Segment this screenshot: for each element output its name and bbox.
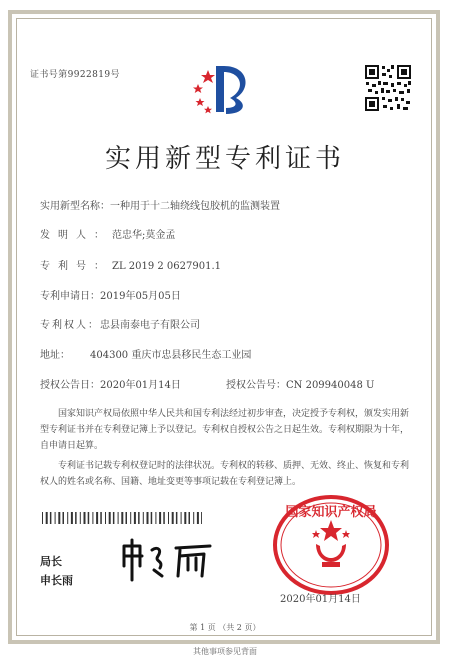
director-name: 申长雨	[40, 574, 73, 587]
patentee-label: 专利权人：	[40, 320, 100, 331]
seal-date: 2020年01月14日	[280, 594, 361, 605]
seal-text: 国家知识产权局	[285, 505, 377, 520]
qr-code-icon	[364, 64, 412, 112]
filing-date-value: 2019年05月05日	[100, 291, 181, 302]
inventor-value: 范忠华;莫金孟	[112, 230, 176, 241]
patentee-value: 忠县南泰电子有限公司	[100, 320, 200, 331]
name-label: 实用新型名称：	[40, 201, 110, 212]
body-paragraph-1: 国家知识产权局依照中华人民共和国专利法经过初步审查，决定授予专利权，颁发实用新型专利证书并在专利登记簿上予以登记。专利权自授权公告之日起生效。专利权期限为十年，自申请日起算。	[40, 409, 410, 451]
handwritten-signature-icon	[118, 536, 218, 584]
address-value: 404300 重庆市忠县移民生态工业园	[90, 350, 252, 361]
announce-no-value: CN 209940048 U	[286, 380, 375, 391]
cnipa-emblem-icon	[186, 58, 260, 118]
field-filing-date	[40, 287, 181, 302]
announce-date-value: 2020年01月14日	[100, 380, 181, 391]
inventor-label: 发明人：	[40, 230, 112, 241]
field-address	[40, 346, 251, 361]
official-seal-icon	[272, 494, 390, 596]
director-title: 局长	[40, 555, 62, 568]
announce-date-label: 授权公告日：	[40, 380, 100, 391]
patent-no-label: 专利号：	[40, 261, 112, 272]
field-announcement-number	[226, 376, 374, 391]
announce-no-label: 授权公告号：	[226, 380, 286, 391]
field-announcement-date	[40, 376, 181, 391]
name-value: 一种用于十二轴绕线包胶机的监测装置	[110, 201, 280, 212]
barcode-icon	[42, 512, 202, 524]
body-paragraph-2: 专利证书记载专利权登记时的法律状况。专利权的转移、质押、无效、终止、恢复和专利权人的姓名或名称、国籍、地址变更等事项记载在专利登记簿上。	[40, 461, 410, 487]
certificate-number: 证书号第9922819号	[30, 70, 120, 80]
address-label: 地址：	[40, 350, 70, 361]
field-utility-model-name	[40, 197, 280, 212]
field-patent-number	[40, 257, 221, 272]
field-patentee	[40, 316, 200, 331]
patent-no-value: ZL 2019 2 0627901.1	[112, 261, 222, 272]
footer-note: 其他事项参见背面	[193, 647, 257, 656]
page-number: 第 1 页 （共 2 页）	[189, 623, 261, 632]
field-inventor	[40, 226, 175, 241]
filing-date-label: 专利申请日：	[40, 291, 100, 302]
certificate-title: 实用新型专利证书	[104, 144, 345, 174]
